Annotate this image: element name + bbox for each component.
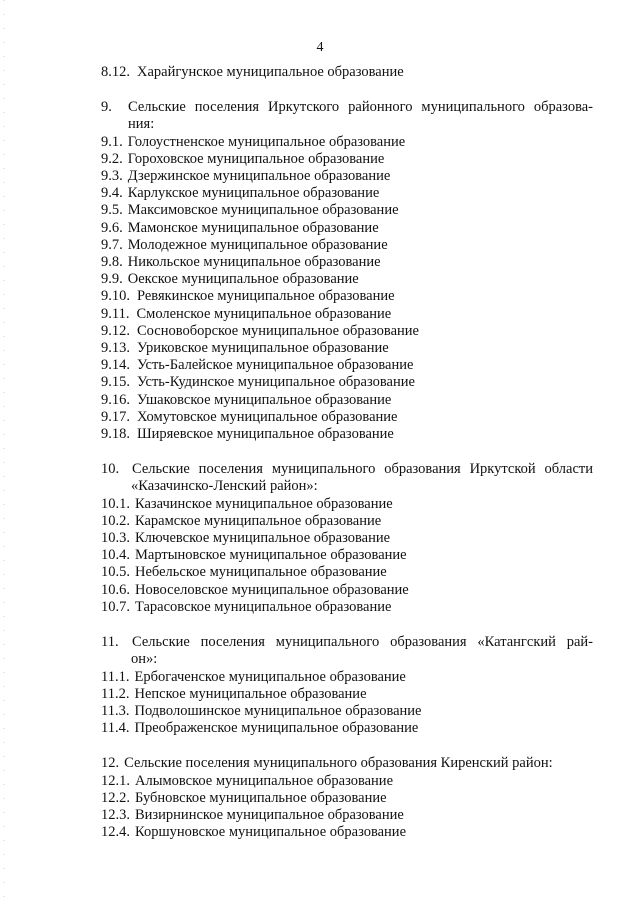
item-number: 9.15. [101, 374, 130, 391]
list-item [101, 306, 593, 323]
item-number: 9.16. [101, 391, 130, 408]
section-number: 12. [101, 755, 120, 772]
item-text: Новоселовское муниципальное образование [135, 581, 409, 598]
item-number: 9.3. [101, 168, 123, 185]
list-item [101, 426, 593, 443]
list-item [101, 703, 593, 720]
item-number: 10.4. [101, 547, 130, 564]
list-item [101, 530, 593, 547]
list-item [101, 323, 593, 340]
item-text: Оекское муниципальное образование [127, 271, 359, 288]
section-heading-line2: «Казачинско-Ленский район»: [131, 478, 318, 495]
item-number: 8.12. [101, 64, 130, 80]
item-number: 10.1. [101, 495, 130, 512]
section-heading-line2: он»: [131, 651, 158, 668]
item-text: Ключевское муниципальное образование [135, 530, 391, 547]
item-text: Ушаковское муниципальное образование [137, 391, 392, 408]
item-number: 10.7. [101, 598, 130, 615]
list-item [101, 669, 593, 686]
scan-edge-artifact [3, 0, 5, 905]
section-heading [101, 461, 593, 478]
item-text: Смоленское муниципальное образование [136, 305, 392, 322]
item-number: 11.3. [101, 702, 130, 719]
item-text: Ширяевское муниципальное образование [137, 426, 394, 443]
list-item [101, 374, 593, 391]
list-item [101, 151, 593, 168]
section-heading-line2: ния: [128, 116, 155, 133]
section-10 [101, 461, 593, 616]
list-item [101, 134, 593, 151]
list-item [101, 773, 593, 790]
item-text: Молодежное муниципальное образование [127, 236, 388, 253]
item-number: 9.10. [101, 288, 130, 305]
item-text: Голоустненское муниципальное образование [127, 133, 406, 150]
list-item [101, 202, 593, 219]
list-item [101, 340, 593, 357]
item-text: Дзержинское муниципальное образование [127, 168, 391, 185]
list-item [101, 254, 593, 271]
item-text: Бубновское муниципальное образование [135, 789, 387, 806]
list-item [101, 392, 593, 409]
item-text: Хомутовское муниципальное образование [137, 408, 398, 425]
item-number: 10.3. [101, 530, 130, 547]
item-number: 9.11. [101, 305, 130, 322]
item-text: Гороховское муниципальное образование [127, 150, 385, 167]
item-number: 10.6. [101, 581, 130, 598]
list-item [101, 409, 593, 426]
item-number: 9.5. [101, 202, 123, 219]
page-number: 4 [316, 40, 324, 55]
list-item [101, 271, 593, 288]
item-text: Тарасовское муниципальное образование [135, 598, 392, 615]
section-heading-line1: Сельские поселения муниципального образования Киренский район: [124, 755, 553, 772]
section-heading-line1: Сельские поселения муниципального образования Иркутской области [132, 461, 593, 478]
list-item [101, 582, 593, 599]
item-number: 9.4. [101, 185, 123, 202]
list-item [101, 790, 593, 807]
item-text: Никольское муниципальное образование [127, 254, 381, 271]
list-item [101, 564, 593, 581]
item-number: 9.18. [101, 426, 130, 443]
item-text: Максимовское муниципальное образование [127, 202, 399, 219]
item-number: 9.7. [101, 236, 123, 253]
section-11 [101, 634, 593, 737]
item-text: Небельское муниципальное образование [135, 564, 387, 581]
item-text: Усть-Балейское муниципальное образование [137, 357, 414, 374]
item-number: 11.2. [101, 685, 130, 702]
item-number: 12.1. [101, 772, 130, 789]
list-item [101, 237, 593, 254]
section-number: 10. [101, 461, 120, 478]
item-number: 9.9. [101, 271, 123, 288]
item-text: Казачинское муниципальное образование [135, 495, 393, 512]
section-heading [101, 99, 593, 116]
section-heading-line1: Сельские поселения Иркутского районного муниципального образова- [128, 99, 593, 116]
item-number: 10.2. [101, 512, 130, 529]
section-9 [101, 99, 593, 443]
item-number: 9.8. [101, 254, 123, 271]
list-item [101, 64, 593, 81]
item-number: 11.1. [101, 668, 130, 685]
item-text: Сосновоборское муниципальное образование [137, 322, 419, 339]
section-12 [101, 755, 593, 841]
item-number: 9.17. [101, 408, 130, 425]
item-number: 12.2. [101, 789, 130, 806]
item-number: 9.2. [101, 150, 123, 167]
list-item [101, 357, 593, 374]
list-item [101, 220, 593, 237]
list-item [101, 686, 593, 703]
list-item [101, 807, 593, 824]
item-text: Мамонское муниципальное образование [127, 219, 379, 236]
list-item [101, 496, 593, 513]
section-number: 11. [101, 634, 119, 651]
item-number: 10.5. [101, 564, 130, 581]
item-text: Мартыновское муниципальное образование [135, 547, 407, 564]
item-number: 11.4. [101, 720, 130, 737]
item-text: Подволошинское муниципальное образование [134, 702, 422, 719]
item-text: Ревякинское муниципальное образование [137, 288, 395, 305]
item-text: Коршуновское муниципальное образование [135, 824, 407, 841]
list-item [101, 547, 593, 564]
item-text: Карамское муниципальное образование [135, 512, 382, 529]
item-text: Ербогаченское муниципальное образование [134, 668, 406, 685]
list-item [101, 599, 593, 616]
item-number: 9.6. [101, 219, 123, 236]
list-item [101, 513, 593, 530]
item-text: Визирнинское муниципальное образование [135, 806, 404, 823]
item-number: 9.14. [101, 357, 130, 374]
item-text: Преображенское муниципальное образование [134, 720, 419, 737]
item-text: Уриковское муниципальное образование [137, 340, 389, 357]
list-item [101, 824, 593, 841]
document-body [101, 64, 593, 841]
item-text: Непское муниципальное образование [134, 685, 367, 702]
section-heading-line1: Сельские поселения муниципального образования «Катангский рай- [132, 634, 593, 651]
item-text: Карлукское муниципальное образование [127, 185, 380, 202]
item-text: Алымовское муниципальное образование [135, 772, 394, 789]
item-number: 12.4. [101, 824, 130, 841]
item-number: 9.13. [101, 340, 130, 357]
item-number: 9.12. [101, 322, 130, 339]
section-number: 9. [101, 99, 112, 116]
item-number: 9.1. [101, 133, 123, 150]
top-item-block [101, 64, 593, 81]
section-heading [101, 755, 593, 772]
list-item [101, 288, 593, 305]
section-heading [101, 634, 593, 651]
item-text: Усть-Кудинское муниципальное образование [137, 374, 415, 391]
item-number: 12.3. [101, 806, 130, 823]
list-item [101, 185, 593, 202]
list-item [101, 168, 593, 185]
item-text: Харайгунское муниципальное образование [137, 64, 404, 80]
list-item [101, 720, 593, 737]
